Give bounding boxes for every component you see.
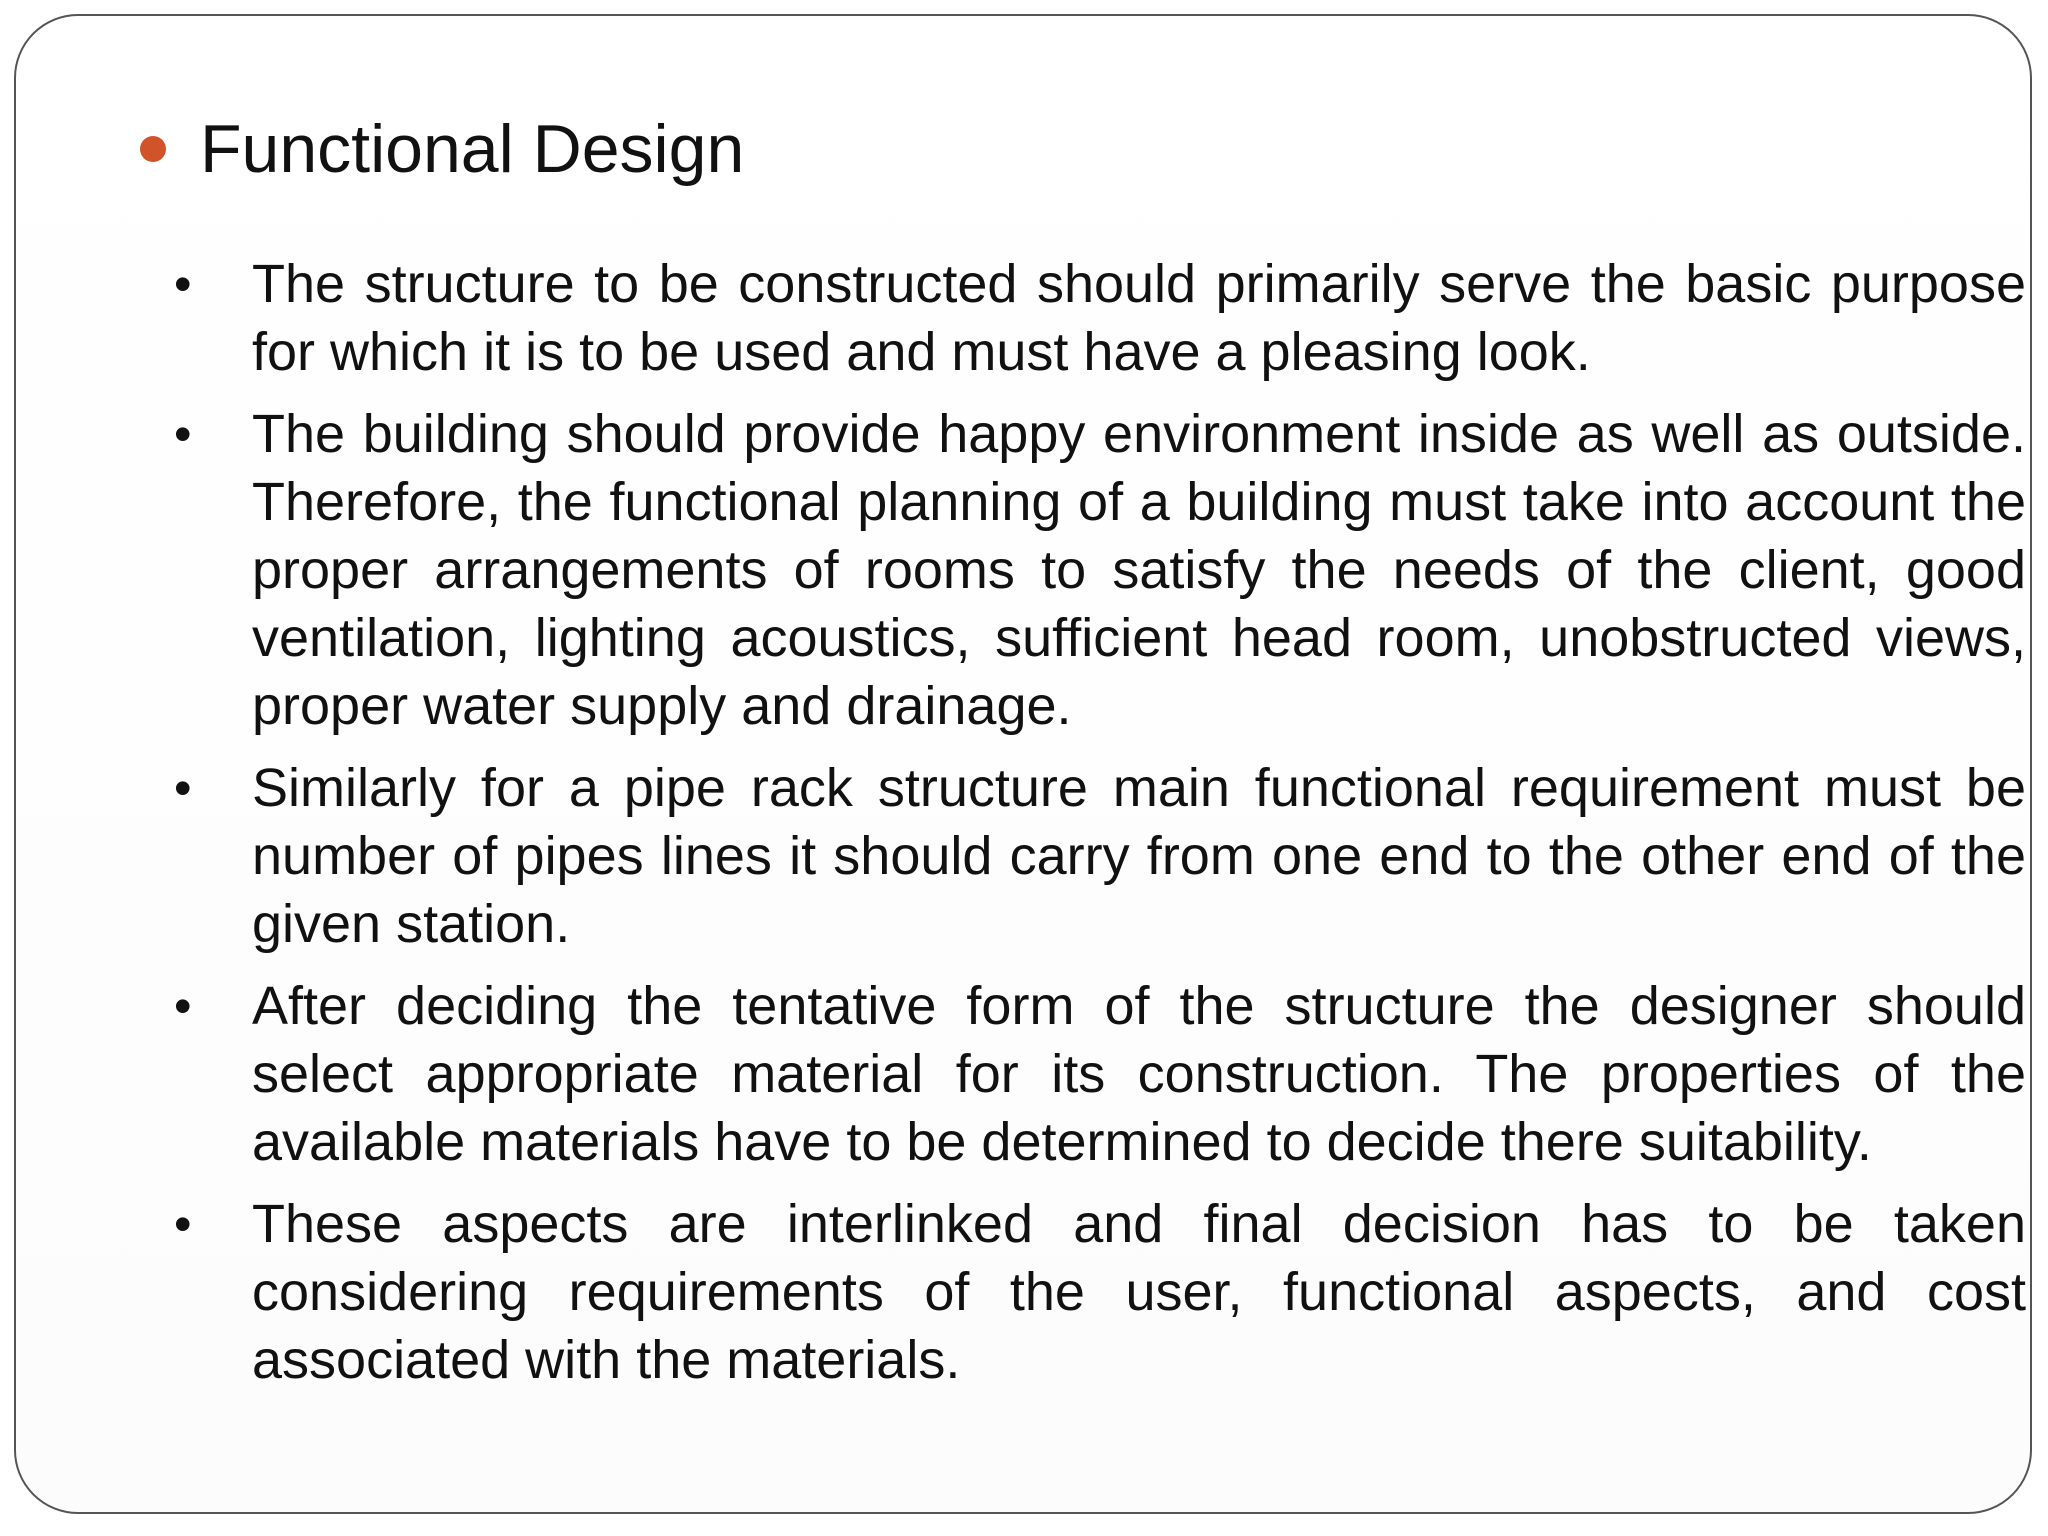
bullet-icon: • xyxy=(174,256,192,312)
bullet-text: After deciding the tentative form of the structure the designer should select appropriate material for its construction. The properties of the available materials have to be determined to decide there suitability. xyxy=(252,976,2026,1172)
bullet-icon: • xyxy=(174,1196,192,1252)
bullet-text: These aspects are interlinked and final decision has to be taken considering requirements of the user, functional aspects, and cost associated with the materials. xyxy=(252,1194,2026,1390)
bullet-text: The building should provide happy environment inside as well as outside. Therefore, the functional planning of a building must take into account the proper arrangements of rooms to satisfy the needs of the client, good ventilation, lighting acoustics, sufficient head room, unobstructed views, proper water supply and drainage. xyxy=(252,404,2026,736)
bullet-icon: • xyxy=(174,760,192,816)
bullet-list xyxy=(166,250,2026,1408)
list-item xyxy=(166,1190,2026,1394)
bullet-icon: • xyxy=(174,978,192,1034)
list-item xyxy=(166,754,2026,958)
slide-title-text: Functional Design xyxy=(200,111,745,187)
list-item xyxy=(166,972,2026,1176)
bullet-text: Similarly for a pipe rack structure main functional requirement must be number of pipes lines it should carry from one end to the other end of the given station. xyxy=(252,758,2026,954)
slide-title xyxy=(140,104,744,194)
list-item xyxy=(166,400,2026,740)
bullet-icon: • xyxy=(174,406,192,462)
list-item xyxy=(166,250,2026,386)
bullet-text: The structure to be constructed should primarily serve the basic purpose for which it is to be used and must have a pleasing look. xyxy=(252,254,2026,382)
slide-frame xyxy=(14,14,2032,1514)
title-bullet-icon xyxy=(140,136,166,162)
